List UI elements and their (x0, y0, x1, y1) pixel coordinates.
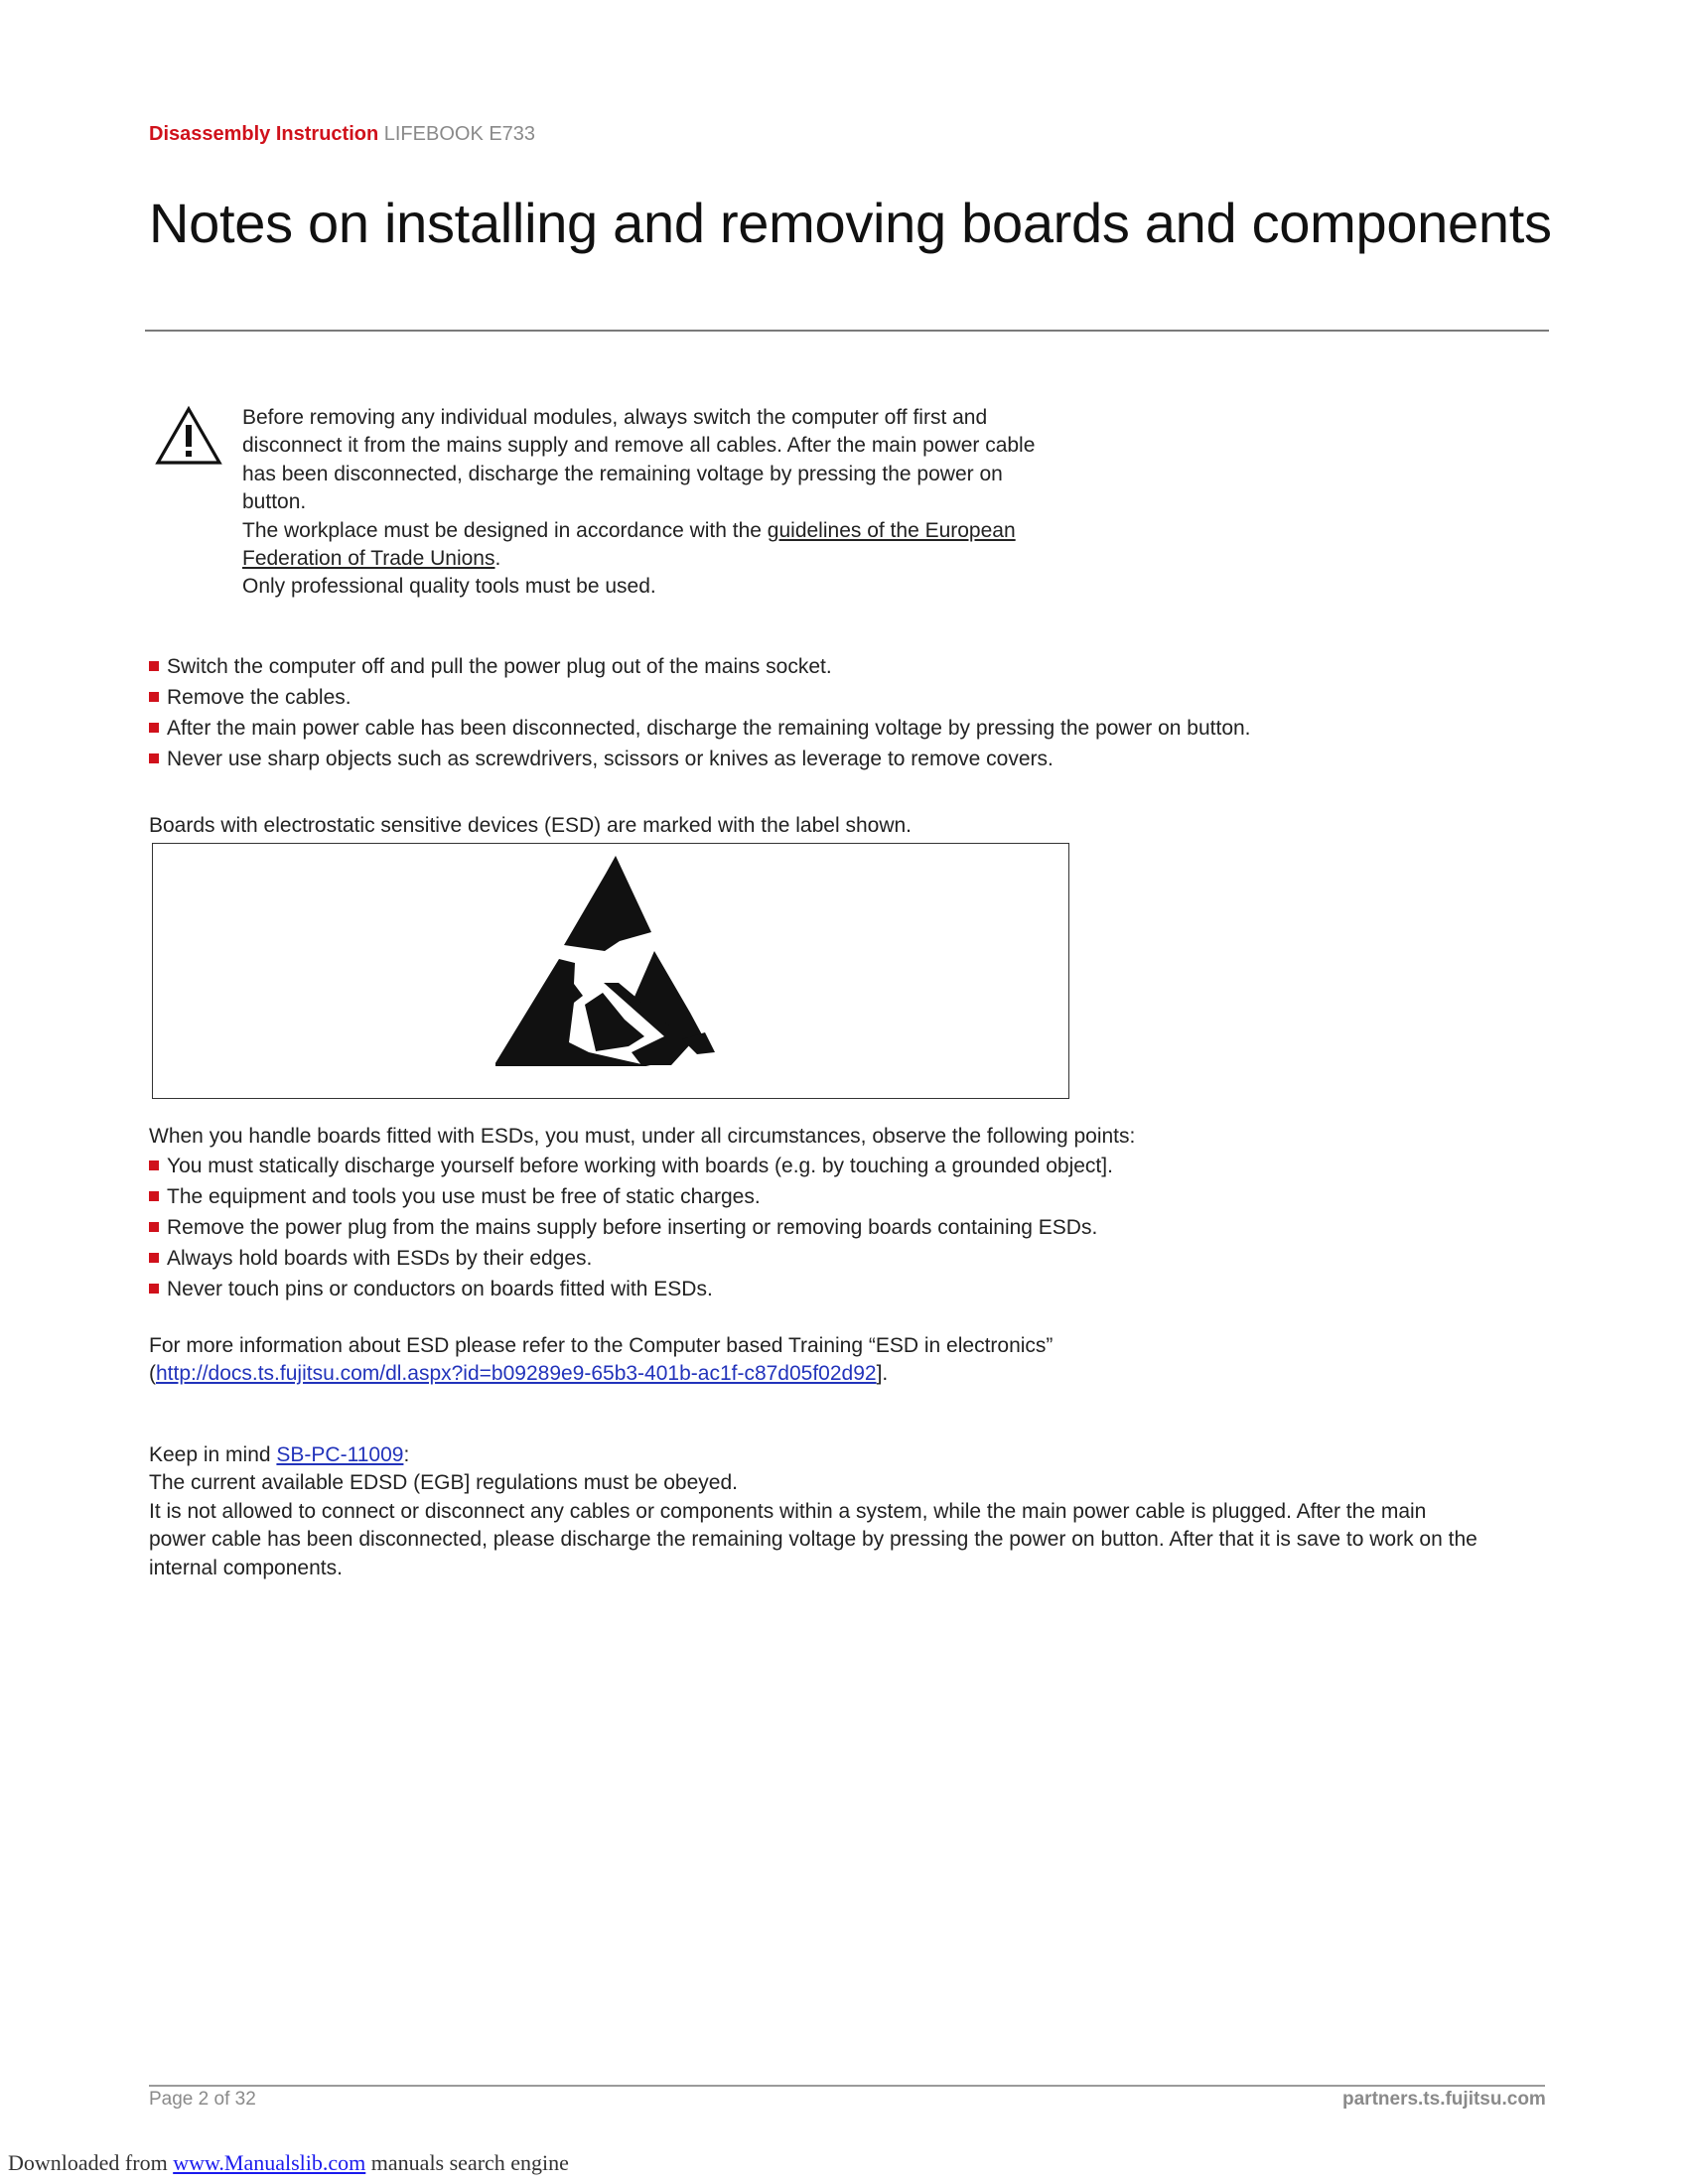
esd-training-link[interactable]: http://docs.ts.fujitsu.com/dl.aspx?id=b09289e9-65b3-401b-ac1f-c87d05f02d92 (156, 1362, 877, 1386)
warning-workplace-prefix: The workplace must be designed in accordance with the (242, 518, 768, 542)
warning-line: disconnect it from the mains supply and remove all cables. After the main power cable (242, 434, 1036, 458)
download-prefix: Downloaded from (8, 2150, 174, 2175)
warning-text (242, 404, 1116, 602)
list-item-text: Remove the power plug from the mains supply before inserting or removing boards containing ESDs. (167, 1216, 1098, 1239)
warning-line: Before removing any individual modules, always switch the computer off first and (242, 406, 988, 429)
bullet-square-icon (149, 1191, 159, 1201)
list-item (149, 1212, 1113, 1243)
list-item (149, 713, 1251, 744)
bullet-square-icon (149, 661, 159, 671)
sb-pc-link[interactable]: SB-PC-11009 (276, 1443, 404, 1466)
list-item (149, 1151, 1113, 1181)
bullet-square-icon (149, 723, 159, 733)
esd-handling-intro: When you handle boards fitted with ESDs, you must, under all circumstances, observe the following points: (149, 1125, 1136, 1148)
keep-in-mind-heading (149, 1441, 1559, 1469)
bullet-square-icon (149, 692, 159, 702)
list-item-text: Never touch pins or conductors on boards fitted with ESDs. (167, 1278, 713, 1300)
paren-open: ( (149, 1362, 156, 1386)
warning-line: has been disconnected, discharge the remaining voltage by pressing the power on (242, 462, 1003, 485)
list-item-text: After the main power cable has been disconnected, discharge the remaining voltage by pressing the power on button. (167, 717, 1251, 740)
list-item (149, 651, 1251, 682)
warning-period: . (494, 547, 501, 571)
document-header (149, 123, 535, 146)
safety-bullet-list (149, 651, 1251, 774)
list-item-text: Remove the cables. (167, 686, 352, 709)
keep-in-mind-paragraph (149, 1441, 1559, 1582)
footer-divider (149, 2085, 1545, 2087)
list-item (149, 744, 1251, 774)
page-title: Notes on installing and removing boards and components (149, 192, 1552, 254)
esd-training-paragraph (149, 1332, 1559, 1389)
bullet-square-icon (149, 1160, 159, 1170)
title-divider (145, 330, 1549, 332)
training-link-line (149, 1360, 1559, 1388)
keep-in-mind-line: power cable has been disconnected, please discharge the remaining voltage by pressing the power on button. After that it is save to work on the (149, 1528, 1477, 1552)
esd-warning-icon (495, 854, 722, 1067)
header-section: Disassembly Instruction (149, 123, 379, 145)
warning-workplace-line-2 (242, 545, 1116, 573)
footer-site: partners.ts.fujitsu.com (1342, 2089, 1546, 2110)
warning-line: Only professional quality tools must be used. (242, 575, 656, 599)
list-item (149, 682, 1251, 713)
header-product: LIFEBOOK E733 (383, 123, 536, 145)
keep-in-mind-line: It is not allowed to connect or disconnect any cables or components within a system, while the main power cable is plugged. After the main (149, 1499, 1427, 1523)
training-line: For more information about ESD please refer to the Computer based Training “ESD in electronics” (149, 1334, 1054, 1357)
guidelines-link-continued[interactable]: Federation of Trade Unions (242, 547, 495, 571)
bullet-square-icon (149, 753, 159, 763)
manualslib-link[interactable]: www.Manualslib.com (173, 2150, 366, 2175)
list-item-text: Never use sharp objects such as screwdrivers, scissors or knives as leverage to remove covers. (167, 748, 1054, 770)
keep-in-mind-colon: : (403, 1443, 410, 1466)
warning-workplace-line (242, 517, 1116, 545)
paren-close: ]. (876, 1362, 889, 1386)
bullet-square-icon (149, 1222, 159, 1232)
list-item (149, 1274, 1113, 1304)
list-item-text: Always hold boards with ESDs by their edges. (167, 1247, 593, 1270)
list-item-text: You must statically discharge yourself before working with boards (e.g. by touching a grounded object]. (167, 1155, 1113, 1177)
warning-triangle-icon (154, 405, 223, 467)
list-item-text: The equipment and tools you use must be free of static charges. (167, 1185, 761, 1208)
keep-in-mind-line: The current available EDSD (EGB] regulations must be obeyed. (149, 1471, 738, 1495)
warning-line: button. (242, 490, 307, 514)
bullet-square-icon (149, 1253, 159, 1263)
page-number: Page 2 of 32 (149, 2089, 256, 2110)
keep-in-mind-prefix: Keep in mind (149, 1443, 277, 1466)
download-suffix: manuals search engine (365, 2150, 569, 2175)
esd-bullet-list (149, 1151, 1113, 1304)
list-item-text: Switch the computer off and pull the power plug out of the mains socket. (167, 655, 832, 678)
download-credit (8, 2150, 569, 2176)
esd-label-intro: Boards with electrostatic sensitive devices (ESD) are marked with the label shown. (149, 814, 912, 837)
keep-in-mind-line: internal components. (149, 1556, 343, 1579)
bullet-square-icon (149, 1284, 159, 1294)
list-item (149, 1243, 1113, 1274)
guidelines-link[interactable]: guidelines of the European (767, 518, 1016, 542)
list-item (149, 1181, 1113, 1212)
